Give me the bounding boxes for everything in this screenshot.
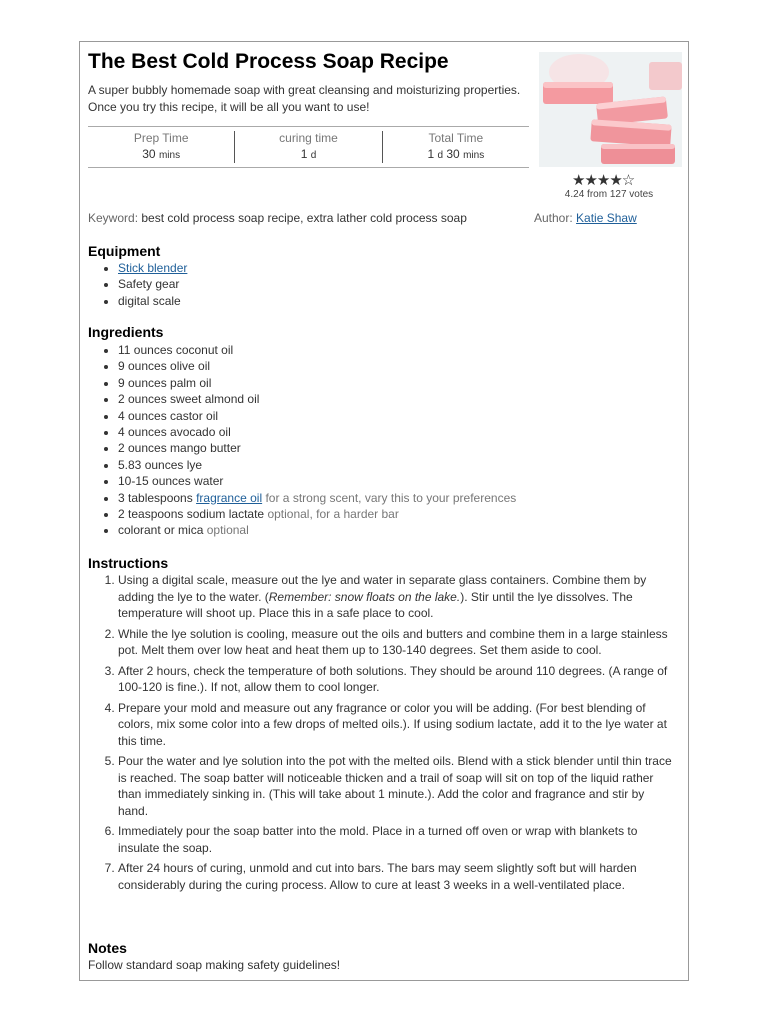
- recipe-times: [88, 126, 529, 168]
- ingredient-note: optional: [206, 523, 249, 538]
- rating-stars[interactable]: ★★★★☆: [572, 172, 635, 189]
- equipment-item: • Safety gear: [118, 276, 187, 292]
- recipe-title: The Best Cold Process Soap Recipe: [88, 50, 449, 73]
- ingredient-item: [118, 522, 516, 538]
- ingredient-note: optional, for a harder bar: [267, 507, 399, 522]
- stick-blender-link[interactable]: Stick blender: [118, 261, 188, 275]
- ingredient-item: • 4 ounces avocado oil: [118, 424, 516, 440]
- ingredient-amount: 3 tablespoons: [118, 490, 193, 505]
- prep-time-label: Prep Time: [133, 131, 189, 145]
- ingredient-item: • 4 ounces castor oil: [118, 408, 516, 424]
- total-time-label: Total Time: [428, 131, 484, 145]
- curing-time-label: curing time: [279, 131, 338, 145]
- ingredient-item: • 9 ounces olive oil: [118, 358, 516, 374]
- total-time-days-unit: d: [437, 150, 444, 161]
- keyword-value: best cold process soap recipe, extra lather cold process soap: [141, 211, 467, 225]
- ingredient-item: • 5.83 ounces lye: [118, 457, 516, 473]
- step-text: Using a digital scale, measure out the lye and water in separate glass containers. Combine them by adding the lye to the water. (: [118, 573, 647, 604]
- prep-time-unit: mins: [158, 150, 181, 161]
- curing-time-value: [235, 146, 381, 164]
- instruction-step: 7. After 24 hours of curing, unmold and cut into bars. The bars may seem slightly soft but will harden considerably during the curing process. Allow to cure at least 3 weeks in a well-ventilated place.: [118, 860, 678, 893]
- keyword-label: Keyword:: [88, 211, 139, 225]
- ingredient-item: • 2 ounces mango butter: [118, 440, 516, 456]
- rating-votes: 4.24 from 127 votes: [564, 189, 654, 200]
- curing-time-number: 1: [300, 147, 308, 161]
- instruction-step: [118, 572, 678, 622]
- ingredient-item: • 2 ounces sweet almond oil: [118, 391, 516, 407]
- ingredient-item: • 11 ounces coconut oil: [118, 342, 516, 358]
- equipment-heading: Equipment: [88, 243, 161, 259]
- ingredients-heading: Ingredients: [88, 324, 164, 340]
- curing-time: [234, 131, 381, 163]
- recipe-card: [79, 41, 689, 981]
- instructions-heading: Instructions: [88, 555, 169, 571]
- notes-text: Follow standard soap making safety guidelines!: [88, 958, 341, 972]
- step-emphasis: Remember: snow floats on the lake.: [268, 589, 461, 604]
- ingredient-item: [118, 506, 516, 522]
- soap-bars-photo: [539, 52, 682, 167]
- ingredient-text: 2 teaspoons sodium lactate: [118, 507, 265, 522]
- ingredient-item: [118, 490, 516, 506]
- total-time-mins: 30: [446, 147, 460, 161]
- instruction-step: 4. Prepare your mold and measure out any fragrance or color you will be adding. (For best blending of colors, mix some color into a few drops of melted oils.). If using sodium lactate, add it to the lye water at this time.: [118, 700, 678, 750]
- total-time-days: 1: [427, 147, 435, 161]
- recipe-author: [534, 211, 637, 225]
- instruction-step: 5. Pour the water and lye solution into the pot with the melted oils. Blend with a stick blender until thin trace is reached. The soap batter will noticeable thicken and a trail of soap will sit on top of the liquid rather than immediately sinking in. (This will take about 1 minute.). Add the color and fragrance and stir by hand.: [118, 753, 678, 819]
- instruction-step: 3. After 2 hours, check the temperature of both solutions. They should be around 110 degrees. (A range of 100-120 is fine.). If not, allow them to cool longer.: [118, 663, 678, 696]
- ingredient-text: colorant or mica: [118, 523, 204, 538]
- step-text: ). Stir until the lye dissolves. The temperature will shoot up. Place this in a safe place to cool.: [118, 589, 633, 620]
- ingredient-note: for a strong scent, vary this to your preferences: [265, 490, 517, 505]
- equipment-item: [118, 260, 187, 276]
- ingredient-item: • 9 ounces palm oil: [118, 375, 516, 391]
- recipe-summary: A super bubbly homemade soap with great cleansing and moisturizing properties. Once you try this recipe, it will be all you want to use!: [88, 83, 521, 114]
- instructions-list: [88, 572, 678, 897]
- fragrance-oil-link[interactable]: fragrance oil: [196, 490, 263, 505]
- author-label: Author:: [534, 211, 573, 225]
- ingredient-item: • 10-15 ounces water: [118, 473, 516, 489]
- prep-time: [88, 127, 234, 167]
- total-time-value: [383, 146, 529, 164]
- equipment-item: • digital scale: [118, 293, 187, 309]
- ingredients-list: [88, 342, 516, 539]
- author-link[interactable]: Katie Shaw: [576, 211, 637, 225]
- total-time: [382, 131, 529, 163]
- notes-heading: Notes: [88, 940, 127, 956]
- recipe-keyword: [88, 211, 467, 225]
- prep-time-value: [88, 146, 234, 164]
- prep-time-number: 30: [142, 147, 156, 161]
- total-time-mins-unit: mins: [463, 150, 485, 161]
- equipment-list: [88, 260, 187, 309]
- instruction-step: 6. Immediately pour the soap batter into the mold. Place in a turned off oven or wrap with blankets to insulate the soap.: [118, 823, 678, 856]
- instruction-step: 2. While the lye solution is cooling, measure out the oils and butters and combine them in a large stainless pot. Melt them over low heat and heat them up to 130-140 degrees. Set them aside to cool.: [118, 626, 678, 659]
- soap-bars-illustration: [539, 52, 682, 167]
- curing-time-unit: d: [310, 150, 317, 161]
